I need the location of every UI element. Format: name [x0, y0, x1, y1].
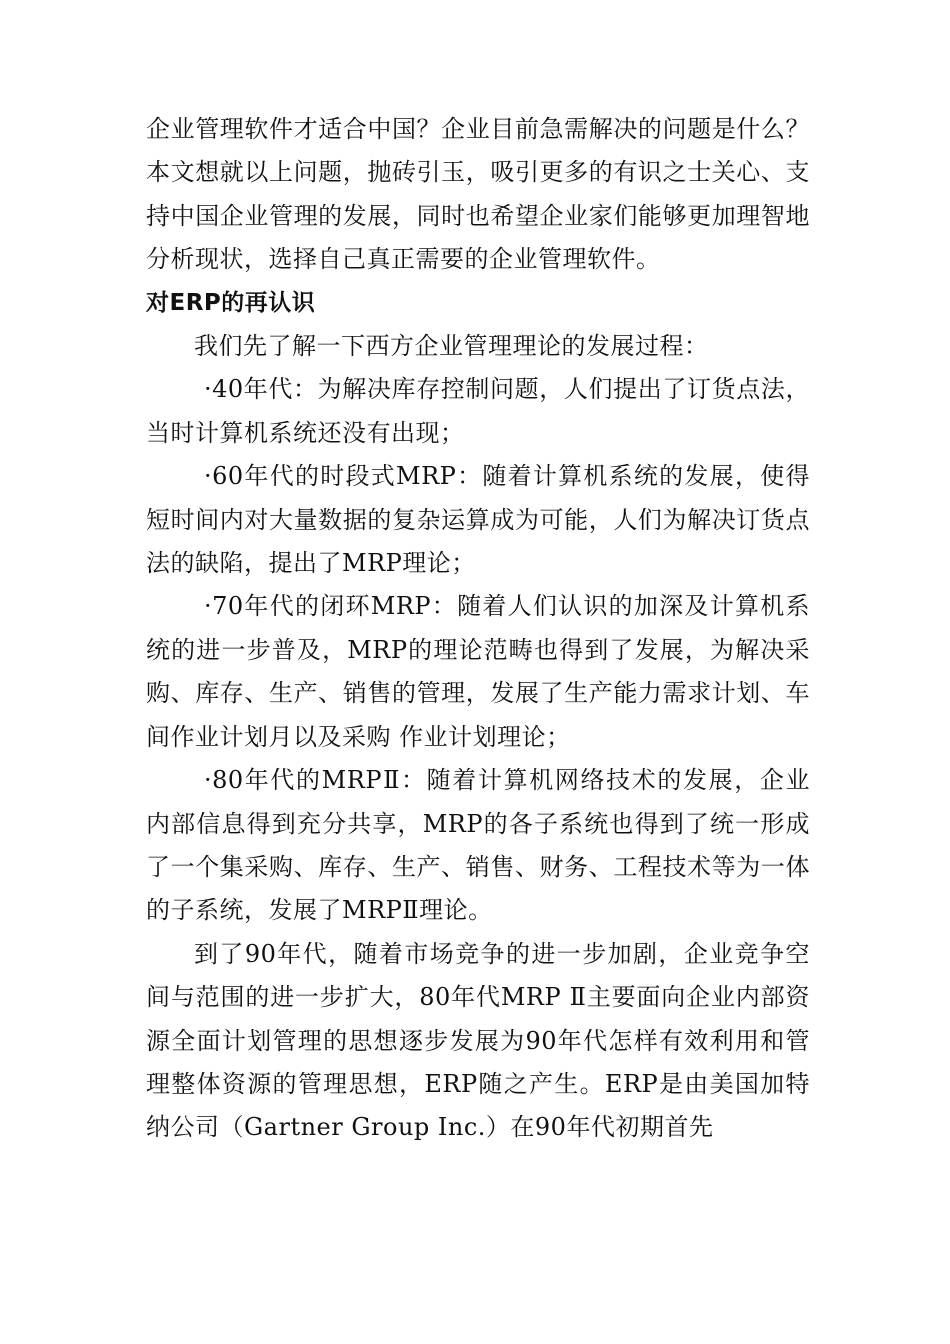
- bullet-item-1970s: ·70年代的闭环MRP：随着人们认识的加深及计算机系统的进一步普及，MRP的理论范畴也得到了发展，为解决采购、库存、生产、销售的管理，发展了生产能力需求计划、车间作业计划月以及采购 作业计划理论；: [146, 592, 810, 751]
- bullet-item-1980s: ·80年代的MRPⅡ：随着计算机网络技术的发展，企业内部信息得到充分共享，MRP的各子系统也得到了统一形成了一个集采购、库存、生产、销售、财务、工程技术等为一体的子系统，发展了MRPⅡ理论。: [146, 766, 810, 925]
- document-page: [146, 108, 810, 1150]
- section-heading: 对ERP的再认识: [146, 289, 316, 316]
- closing-paragraph: 到了90年代，随着市场竞争的进一步加剧，企业竞争空间与范围的进一步扩大，80年代MRP Ⅱ主要面向企业内部资源全面计划管理的思想逐步发展为90年代怎样有效利用和管理整体资源的管理思想，ERP随之产生。ERP是由美国加特纳公司（Gartner Group Inc.）在90年代初期首先: [146, 939, 810, 1142]
- lead-in-paragraph: 我们先了解一下西方企业管理理论的发展过程：: [194, 332, 709, 361]
- bullet-item-1940s: ·40年代：为解决库存控制问题，人们提出了订货点法，当时计算机系统还没有出现；: [146, 375, 810, 447]
- bullet-item-1960s: ·60年代的时段式MRP：随着计算机系统的发展，使得短时间内对大量数据的复杂运算成为可能，人们为解决订货点法的缺陷，提出了MRP理论；: [146, 462, 810, 578]
- intro-paragraph: 企业管理软件才适合中国？企业目前急需解决的问题是什么？本文想就以上问题，抛砖引玉，吸引更多的有识之士关心、支持中国企业管理的发展，同时也希望企业家们能够更加理智地分析现状，选择自己真正需要的企业管理软件。: [146, 115, 810, 274]
